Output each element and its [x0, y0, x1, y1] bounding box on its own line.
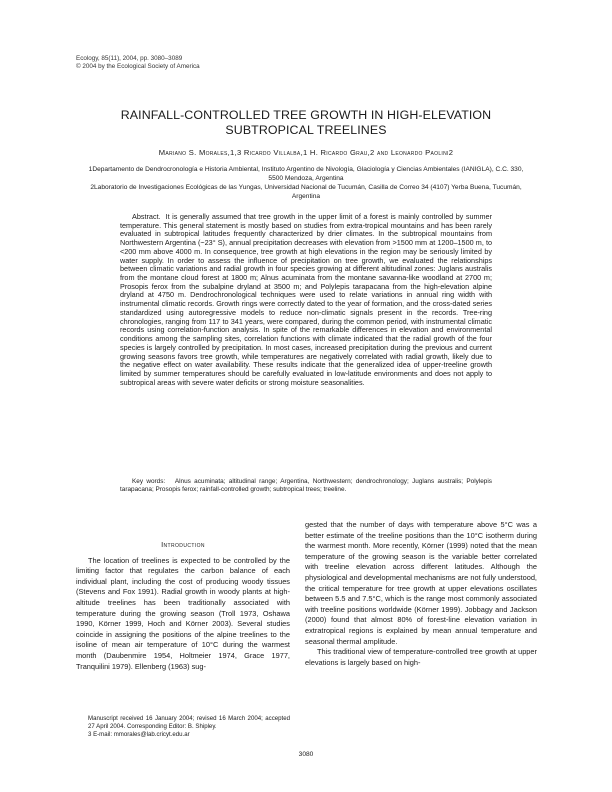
title-line-1: RAINFALL-CONTROLLED TREE GROWTH IN HIGH-ELEVATION [120, 108, 492, 122]
keywords [120, 478, 492, 494]
keywords-text: Alnus acuminata; altitudinal range; Argentina, Northwestern; dendrochronology; Juglans australis; Polylepis tarapacana; Prosopis ferox; rainfall-controlled growth; subtropical trees; treeline. [120, 478, 492, 494]
introduction-paragraph-2: This traditional view of temperature-controlled tree growth at upper elevations is largely based on high- [305, 647, 537, 667]
paper-title [76, 108, 536, 138]
left-column [76, 540, 290, 672]
introduction-heading: Introduction [161, 540, 205, 549]
title-line-2: SUBTROPICAL TREELINES [225, 123, 387, 137]
keywords-label: Key words: [132, 478, 166, 485]
journal-citation: Ecology, 85(11), 2004, pp. 3080–3089 [76, 55, 183, 62]
abstract-label: Abstract. [132, 212, 161, 221]
affiliation-2: 2Laboratorio de Investigaciones Ecológicas de las Yungas, Universidad Nacional de Tucumán, Casilla de Correo 34 (4107) Yerba Buena, Tucumán, Argentina [90, 184, 522, 200]
manuscript-received-note: Manuscript received 16 January 2004; revised 16 March 2004; accepted 27 April 2004. Corresponding Editor: B. Shipley. [88, 715, 290, 731]
affiliation-1: 1Departamento de Dendrocronología e Historia Ambiental, Instituto Argentino de Nivología, Glaciología y Ciencias Ambientales (IANIGLA), C.C. 330, 5500 Mendoza, Argentina [88, 166, 524, 182]
email-footnote: 3 E-mail: mmorales@lab.cricyt.edu.ar [88, 731, 190, 739]
journal-header [76, 55, 200, 70]
author-list: Mariano S. Morales,1,3 Ricardo Villalba,1 H. Ricardo Grau,2 and Leonardo Paolini2 [158, 148, 454, 157]
introduction-paragraph-1-continued: gested that the number of days with temperature above 5°C was a better estimate of the treeline positions than the 10°C isotherm during the warmest month. More recently, Körner (1999) noted that the mean temperature of the growing season is the variable better correlated with treeline elevation across different latitudes. Although the physiological and developmental mechanisms are not fully understood, the critical temperature for tree growth at upper elevations oscillates between 5.5 and 7.5°C, which is the range most commonly associated with treeline positions worldwide (Körner 1999). Jobbagy and Jackson (2000) found that almost 80% of forest-line elevation variation in extratropical regions is explained by mean annual temperature and seasonal thermal amplitude. [305, 520, 537, 646]
right-column [305, 520, 537, 668]
abstract [120, 213, 492, 387]
page-number: 3080 [298, 751, 314, 758]
introduction-paragraph-1: The location of treelines is expected to be controlled by the limiting factor that regulates the carbon balance of each individual plant, including the cost of producing woody tissues (Stevens and Fox 1991). Radial growth in woody plants at high-altitude treelines has been traditionally associated with temperature during the growing season (Troll 1973, Oshawa 1990, Körner 1999, Hoch and Körner 2003). Several studies coincide in assigning the positions of the alpine treelines to the isoline of mean air temperature of 10°C during the warmest month (Daubenmire 1954, Holtmeier 1974, Grace 1977, Tranquilini 1979). Ellenberg (1963) sug- [76, 555, 290, 671]
footnote [76, 715, 290, 740]
journal-copyright: © 2004 by the Ecological Society of America [76, 62, 200, 70]
abstract-text: It is generally assumed that tree growth in the upper limit of a forest is mainly controlled by summer temperature. This general statement is mostly based on studies from extra-tropical mountains and has been rarely evaluated in subtropical latitudes frequently characterized by drier climates. In the subtropical mountains from Northwestern Argentina (~23° S), annual precipitation decreases with elevation from >1500 mm at 1200–1500 m, to <200 mm above 4000 m. In consequence, tree growth at high elevations in the region may be seriously limited by water supply. In order to assess the influence of precipitation on tree growth, we evaluated the relationships between climatic variations and radial growth in four species growing at different altitudinal zones: Juglans australis from the montane cloud forest at 1800 m; Alnus acuminata from the montane savanna-like woodland at 2700 m; Prosopis ferox from the subalpine dryland at 3500 m; and Polylepis tarapacana from the high-elevation alpine dryland at 4750 m. Dendrochronological techniques were used to relate variations in annual ring width with instrumental climatic records. Growth rings were correctly dated to the year of formation, and the cross-dated series standardized using autoregressive models to reduce non-climatic signals present in the records. Tree-ring chronologies, ranging from 117 to 341 years, were compared, during the common period, with instrumental climatic records using correlation-function analysis. In spite of the remarkable differences in elevation and environmental conditions among the sampling sites, correlation functions with climate indicated that the radial growth of the four species is largely controlled by precipitation. In most cases, increased precipitation during the previous and current growing seasons favors tree growth, while temperatures are negatively correlated with radial growth, likely due to the negative effect on water availability. These results indicate that the generalized idea of upper-treeline growth limited by summer temperatures should be carefully evaluated in low-latitude environments and does not apply to subtropical areas with severe water deficits or strong moisture seasonalities. [120, 212, 492, 387]
